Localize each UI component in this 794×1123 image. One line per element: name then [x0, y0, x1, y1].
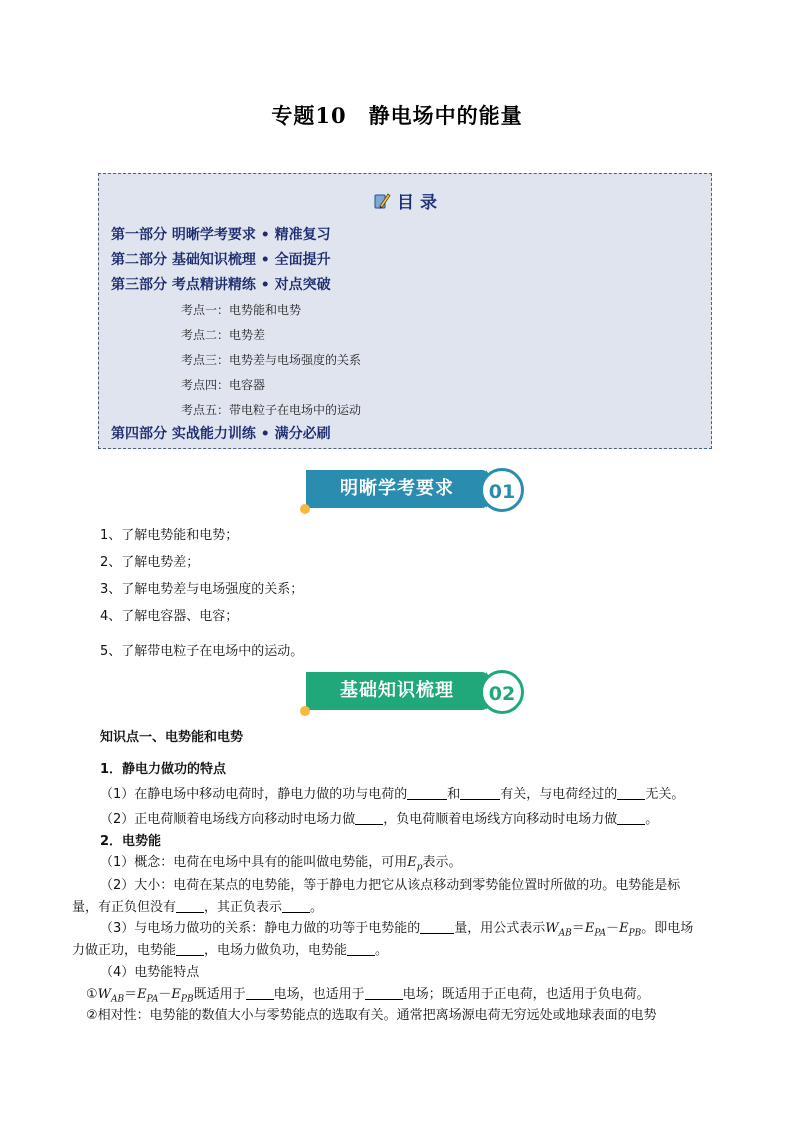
toc-sub-1[interactable]: 考点一：电势能和电势 [181, 303, 302, 317]
paragraph: （2）正电荷顺着电场线方向移动时电场力做 ，负电荷顺着电场线方向移动时电场力做 。 [100, 812, 659, 827]
toc-part-1[interactable]: 第一部分 明晰学考要求 • 精准复习 [111, 227, 331, 243]
section-banner-label: 明晰学考要求 [306, 470, 488, 508]
toc-part-2[interactable]: 第二部分 基础知识梳理 • 全面提升 [111, 252, 331, 268]
paragraph: $①W_{AB}=E_{PA}-E_{PB}$既适用于 电场，也适用于 电场；既适用于正电荷，也适用于负电荷。 [86, 987, 650, 1005]
paragraph: （4）电势能特点 [100, 965, 200, 980]
paragraph: （3）与电场力做功的关系：静电力做的功等于电势能的 量，用公式表示$W_{AB}=E_{PA}-E_{PB}$。即电场 [100, 921, 694, 939]
section-banner-number: 01 [480, 468, 524, 512]
banner-dot [300, 706, 310, 716]
toc-heading: 目 录 [99, 188, 711, 213]
paragraph: ②相对性：电势能的数值大小与零势能点的选取有关。通常把离场源电荷无穷远处或地球表面的电势 [86, 1008, 657, 1023]
page-title: 专题10 静电场中的能量 [271, 103, 523, 128]
paragraph: 力做正功，电势能 ，电场力做负功，电势能 。 [72, 943, 389, 958]
subheading: 2．电势能 [100, 834, 162, 849]
requirement-item: 2、了解电势差； [100, 555, 200, 570]
requirement-item: 3、了解电势差与电场强度的关系； [100, 582, 304, 597]
toc-sub-4[interactable]: 考点四：电容器 [181, 378, 266, 392]
table-of-contents [98, 173, 712, 449]
toc-part-3[interactable]: 第三部分 考点精讲精练 • 对点突破 [111, 277, 331, 293]
toc-sub-5[interactable]: 考点五：带电粒子在电场中的运动 [181, 403, 362, 417]
section-banner-number: 02 [480, 670, 524, 714]
banner-dot [300, 504, 310, 514]
paragraph: 量，有正负但没有 ，其正负表示 。 [72, 900, 324, 915]
toc-part-4[interactable]: 第四部分 实战能力训练 • 满分必刷 [111, 426, 331, 442]
requirement-item: 1、了解电势能和电势； [100, 528, 239, 543]
section-banner-2 [300, 670, 530, 718]
requirement-item: 5、了解带电粒子在电场中的运动。 [100, 644, 304, 659]
knowledge-point-heading: 知识点一、电势能和电势 [100, 730, 244, 745]
section-banner-1 [300, 468, 530, 516]
paragraph: （1）概念：电荷在电场中具有的能叫做电势能，可用$E_p$表示。 [100, 855, 462, 873]
toc-sub-3[interactable]: 考点三：电势差与电场强度的关系 [181, 353, 362, 367]
section-banner-label: 基础知识梳理 [306, 672, 488, 710]
paragraph: （2）大小：电荷在某点的电势能，等于静电力把它从该点移动到零势能位置时所做的功。电势能是标 [100, 878, 681, 893]
subheading: 1．静电力做功的特点 [100, 762, 227, 777]
requirement-item: 4、了解电容器、电容； [100, 609, 239, 624]
toc-sub-2[interactable]: 考点二：电势差 [181, 328, 266, 342]
pen-book-icon [373, 191, 391, 211]
paragraph: （1）在静电场中移动电荷时，静电力做的功与电荷的 和 有关，与电荷经过的 无关。 [100, 787, 685, 802]
